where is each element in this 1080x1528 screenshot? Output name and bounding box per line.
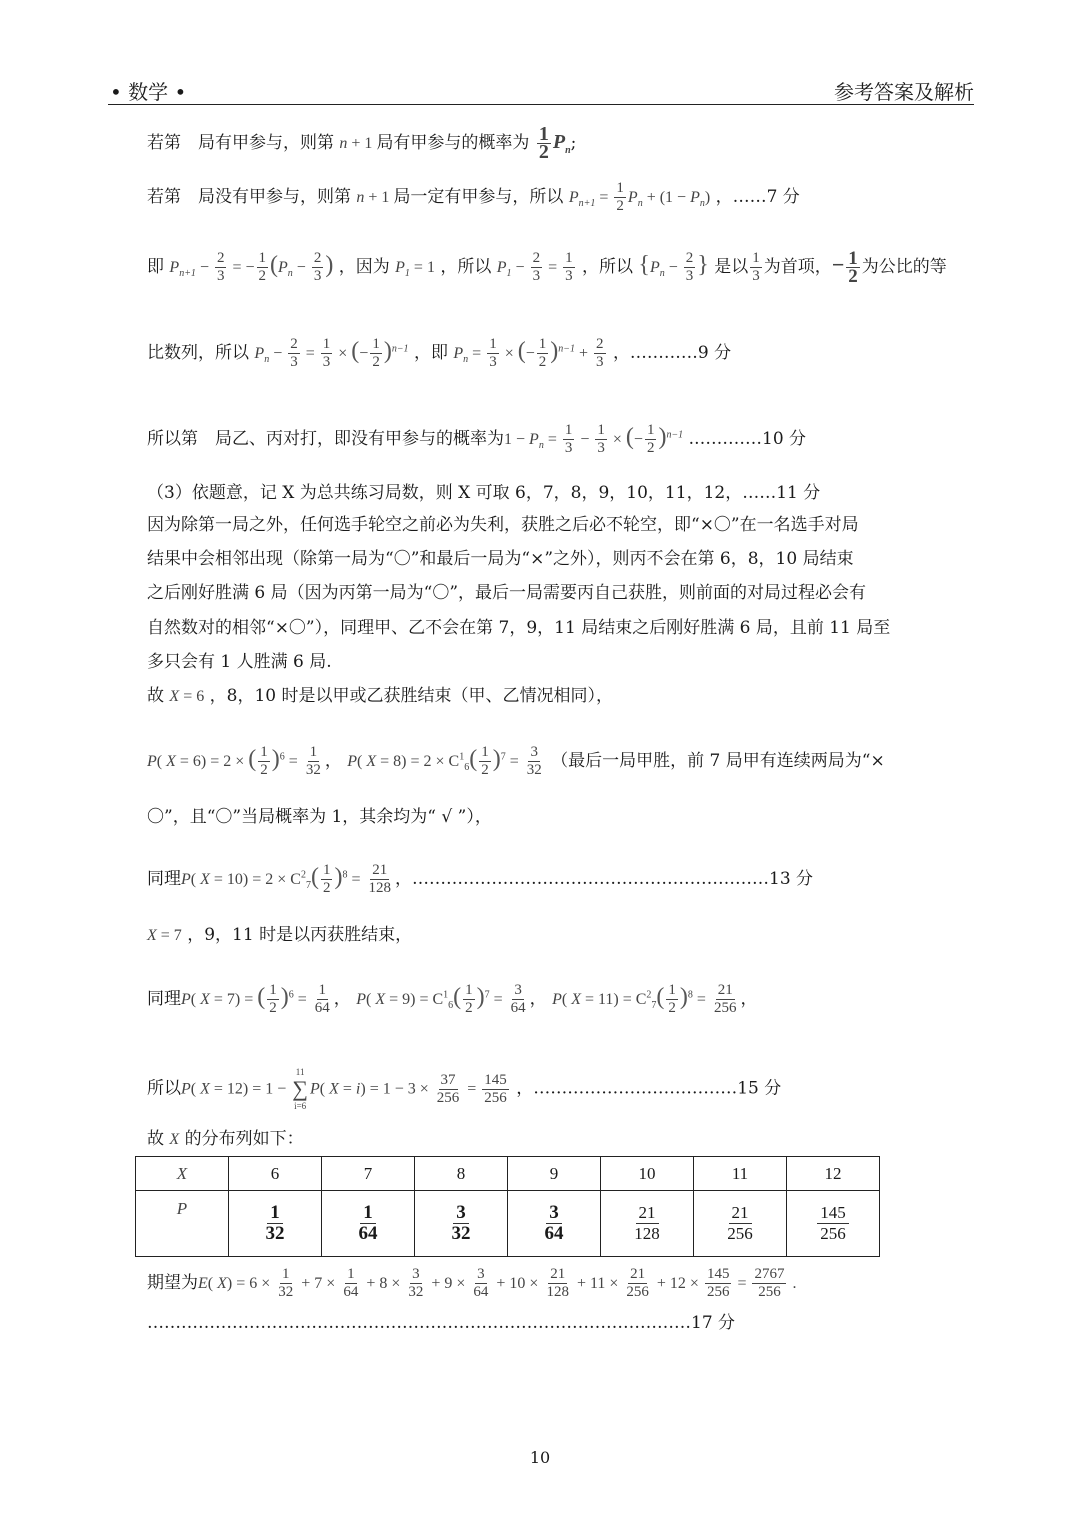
math: $\frac{2}{3}$ <box>313 250 322 284</box>
line-10 <box>147 862 813 897</box>
numerator: 3 <box>453 1203 469 1224</box>
math: ( <box>190 991 201 1008</box>
text: ，所以 <box>440 257 492 277</box>
header-title: 参考答案及解析 <box>834 80 974 104</box>
math: $\frac{3}{32}$ <box>526 744 542 778</box>
text: 所以第 局乙、丙对打，即没有甲参与的概率为 <box>147 429 504 449</box>
math: 1 − <box>504 431 530 448</box>
math: − <box>359 345 369 362</box>
math: P <box>347 753 358 770</box>
paragraph-line: 自然数对的相邻“×〇”），同理甲、乙不会在第 7，9，11 局结束之后刚好胜满 6 局，且前 11 局至 <box>147 618 891 638</box>
table-cell: 12 <box>787 1157 880 1191</box>
math: = <box>293 991 311 1008</box>
line-4 <box>147 336 731 371</box>
text: ，9，11 时是以丙获胜结束， <box>187 925 413 945</box>
denominator: 256 <box>820 1224 846 1243</box>
math: × <box>608 431 626 448</box>
math: $\frac{21}{256}$ <box>626 1266 649 1300</box>
math: ) <box>325 252 334 278</box>
math: X <box>169 1131 180 1148</box>
numerator: 1 <box>267 1203 283 1224</box>
math: ) = 1 − 3 × <box>360 1080 433 1098</box>
math: $\frac{21}{128}$ <box>546 1266 569 1300</box>
math: $P_n$ <box>453 345 469 366</box>
math: = 12) = 1 − <box>209 1080 291 1098</box>
math: ) <box>271 746 280 772</box>
math: $\frac{37}{256}$ <box>436 1071 460 1106</box>
math: $\frac{1}{3}$ <box>489 336 497 370</box>
math: ) <box>679 984 688 1010</box>
math: ( <box>190 871 201 888</box>
math: $P_n$ <box>278 259 293 280</box>
math: $\frac{1}{2}$ <box>322 862 331 896</box>
math: P <box>356 991 366 1008</box>
math: $\frac{145}{256}$ <box>706 1266 730 1300</box>
math: = $10) = 2 \times C^2_7$ <box>209 869 311 892</box>
math: − <box>664 259 682 276</box>
text: （最后一局甲胜，前 7 局甲有连续两局为“× <box>551 751 885 771</box>
math: − <box>269 345 287 362</box>
math: $\frac{1}{2}$ <box>372 336 380 370</box>
math: = 6) = 2 × <box>175 753 249 770</box>
text: 是以 <box>714 257 749 277</box>
text: 局有甲参与的概率为 <box>376 133 530 153</box>
math: P <box>552 991 562 1008</box>
line-1 <box>147 123 577 163</box>
score: ，………………………………………………………13 分 <box>395 869 814 889</box>
score: ，……7 分 <box>715 187 800 207</box>
math: + 12 × <box>652 1275 703 1292</box>
text: 同理 <box>147 989 181 1009</box>
math: $\frac{1}{2}$ <box>538 123 549 163</box>
line-5 <box>147 422 806 457</box>
table-header-p: P <box>136 1191 229 1257</box>
text: 同理 <box>147 869 181 889</box>
math: $P_n$ <box>690 189 705 210</box>
denominator: 128 <box>634 1224 660 1243</box>
math: $\frac{1}{2}$ <box>646 422 655 456</box>
math: − <box>633 431 643 448</box>
math: $P_n$ <box>529 431 544 452</box>
math: ( <box>625 424 634 450</box>
line-15 <box>147 1266 796 1301</box>
table-cell: 9 <box>508 1157 601 1191</box>
math: ) <box>550 338 559 364</box>
math: $\frac{1}{3}$ <box>322 336 331 370</box>
math: 11 ∑ i=6 <box>292 1067 308 1111</box>
math: = <box>544 259 562 276</box>
score: ，………………………………15 分 <box>516 1078 782 1099</box>
text: ， <box>529 989 547 1009</box>
table-row <box>136 1157 880 1191</box>
line-6: （3）依题意，记 X 为总共练习局数，则 X 可取 6，7，8，9，10，11，12，……11 分 <box>147 483 821 503</box>
math: = <box>338 1080 356 1098</box>
math: n−1 <box>391 343 409 355</box>
numerator: 1 <box>360 1203 376 1224</box>
math: ) = 6 × <box>226 1275 275 1292</box>
text: 比数列，所以 <box>147 343 249 363</box>
table-row <box>136 1191 880 1257</box>
text: ， <box>324 751 342 771</box>
math: = 1 <box>409 259 435 276</box>
text: 若第 局有甲参与，则第 <box>147 133 334 153</box>
math: n−1 <box>558 343 575 355</box>
math: $\frac{1}{2}$ <box>848 248 858 287</box>
header-subject: • 数学 • <box>110 80 187 104</box>
math: = 6 <box>179 688 205 705</box>
score: .…………10 分 <box>688 429 807 449</box>
math: 8 <box>687 989 693 1001</box>
math: ( <box>517 338 526 364</box>
text: ， <box>740 989 758 1009</box>
math: − <box>195 259 213 276</box>
math: $\frac{1}{2}$ <box>465 982 473 1016</box>
math: ) <box>658 424 667 450</box>
math: = <box>543 431 561 448</box>
line-13 <box>147 1066 781 1112</box>
math: P <box>181 1080 191 1098</box>
math: X <box>166 753 176 770</box>
math: ( <box>469 746 478 772</box>
math: $\frac{2}{3}$ <box>685 250 694 284</box>
numerator: 21 <box>729 1203 752 1224</box>
math: $P_{n+1}$ <box>169 259 196 280</box>
math: + 9 × <box>427 1275 470 1292</box>
denominator: 64 <box>358 1223 378 1244</box>
math: $\frac{145}{256}$ <box>484 1071 507 1106</box>
math: = <box>505 753 523 770</box>
math: ) <box>334 864 343 890</box>
math: P <box>309 1080 320 1098</box>
math: $P_n$ <box>552 131 571 156</box>
math: X <box>571 991 581 1008</box>
math: n <box>356 189 365 206</box>
text: 所以 <box>147 1078 181 1099</box>
text: 的分布列如下： <box>184 1129 304 1149</box>
math: P <box>147 753 157 770</box>
text: ，因为 <box>338 257 390 277</box>
table-cell <box>508 1191 601 1257</box>
math: = − <box>228 259 255 276</box>
math: ( <box>190 1080 201 1098</box>
page-number: 10 <box>529 1448 551 1467</box>
line-14 <box>147 1128 304 1151</box>
table-header-x: X <box>136 1157 229 1191</box>
math: − <box>576 431 594 448</box>
math: 7 <box>500 751 506 763</box>
math: ( <box>357 753 367 770</box>
math: = <box>595 189 613 206</box>
text: ，8，10 时是以甲或乙获胜结束（甲、乙情况相同）， <box>209 686 613 706</box>
math: $\frac{2}{3}$ <box>532 250 541 284</box>
math: P <box>181 871 191 888</box>
math: ( <box>310 864 319 890</box>
table-cell: 7 <box>322 1157 415 1191</box>
math: 8 <box>342 869 348 881</box>
math: X <box>200 991 210 1008</box>
math: ( <box>257 984 266 1010</box>
table-cell: 11 <box>694 1157 787 1191</box>
math: − <box>511 259 529 276</box>
denominator: 32 <box>265 1223 285 1244</box>
math: × <box>500 345 518 362</box>
math: 7 <box>484 989 490 1001</box>
math: $\frac{1}{64}$ <box>343 1266 359 1300</box>
text: 故 <box>147 1129 164 1149</box>
math: $P_1$ <box>496 259 512 280</box>
numerator: 3 <box>546 1203 562 1224</box>
paragraph-line: 多只会有 1 人胜满 6 局. <box>147 652 332 672</box>
math: $\frac{1}{3}$ <box>565 250 573 284</box>
math: $\frac{3}{64}$ <box>510 982 526 1016</box>
paragraph-line: 之后刚好胜满 6 局（因为丙第一局为“〇”，最后一局需要丙自己获胜，则前面的对局过程必会有 <box>147 583 867 603</box>
math: X <box>169 688 180 705</box>
header-rule <box>108 104 974 105</box>
line-12 <box>147 982 757 1017</box>
text: 故 <box>147 686 164 706</box>
math: ( <box>656 984 665 1010</box>
table-cell: 8 <box>415 1157 508 1191</box>
numerator: 145 <box>817 1203 849 1224</box>
score: ，…………9 分 <box>612 343 732 363</box>
math: $P_n$ <box>627 189 643 210</box>
math: $\frac{1}{2}$ <box>481 744 489 778</box>
table-cell <box>229 1191 322 1257</box>
math: ) <box>383 338 392 364</box>
math: $\frac{1}{3}$ <box>564 422 573 456</box>
math: 6 <box>279 751 285 763</box>
math: $\frac{1}{2}$ <box>538 336 547 370</box>
math: ) <box>476 984 485 1010</box>
math: + 7 × <box>297 1275 340 1292</box>
math: $\frac{2767}{256}$ <box>754 1266 785 1300</box>
math: = $11) = C^2_7$ <box>580 989 657 1012</box>
line-8 <box>147 744 885 779</box>
math: ) <box>280 984 289 1010</box>
text: 为首项， <box>763 257 832 277</box>
math: $\frac{1}{2}$ <box>668 982 676 1016</box>
math: $\frac{1}{64}$ <box>314 982 330 1016</box>
math: = <box>347 871 365 888</box>
math: = <box>468 345 486 362</box>
text: 局一定有甲参与，所以 <box>393 187 564 207</box>
math: $\frac{2}{3}$ <box>216 250 225 284</box>
math: + (1 − <box>642 189 691 206</box>
math: X <box>217 1275 227 1292</box>
math: X <box>200 1080 210 1098</box>
table-cell <box>415 1191 508 1257</box>
math: E <box>198 1275 208 1292</box>
table-cell: 10 <box>601 1157 694 1191</box>
math: i <box>355 1080 361 1098</box>
denominator: 32 <box>451 1223 471 1244</box>
denominator: 64 <box>544 1223 564 1244</box>
math: + 11 × <box>572 1275 623 1292</box>
math: $\frac{1}{2}$ <box>269 982 277 1016</box>
math: X <box>200 871 210 888</box>
table-cell <box>322 1191 415 1257</box>
math: = <box>301 345 319 362</box>
math: $\frac{21}{128}$ <box>368 862 391 896</box>
math: ( <box>561 991 572 1008</box>
math: $\frac{21}{256}$ <box>713 982 737 1016</box>
math: X <box>366 753 377 770</box>
math: + 1 <box>347 135 377 152</box>
math: P <box>181 991 191 1008</box>
text: ， <box>333 989 351 1009</box>
math: n <box>339 135 348 152</box>
math: + 8 × <box>362 1275 405 1292</box>
math: X <box>329 1080 339 1098</box>
math: + 1 <box>364 189 394 206</box>
math: $\frac{1}{2}$ <box>260 744 268 778</box>
distribution-table <box>135 1156 880 1257</box>
math: = $8) = 2 \times C^1_6$ <box>376 751 470 774</box>
math: $\frac{1}{3}$ <box>752 250 760 284</box>
math: X <box>375 991 386 1008</box>
numerator: 21 <box>636 1203 659 1224</box>
math: $P_n$ <box>649 259 665 280</box>
text: 若第 局没有甲参与，则第 <box>147 187 351 207</box>
math: $\frac{2}{3}$ <box>596 336 604 370</box>
math: = <box>692 991 710 1008</box>
math: X <box>147 927 157 944</box>
math: ( <box>156 753 167 770</box>
text: ，所以 <box>582 257 634 277</box>
math: 6 <box>288 989 294 1001</box>
table-cell <box>601 1191 694 1257</box>
math: $\frac{3}{32}$ <box>408 1266 424 1300</box>
math: ( <box>319 1080 330 1098</box>
text: 期望为 <box>147 1273 198 1293</box>
math: = $9) = C^1_6$ <box>385 989 454 1012</box>
table-cell: 6 <box>229 1157 322 1191</box>
math: $\frac{1}{32}$ <box>278 1266 294 1300</box>
table-cell <box>694 1191 787 1257</box>
text: ，即 <box>413 343 448 363</box>
math: = <box>733 1275 751 1292</box>
paragraph-line: 因为除第一局之外，任何选手轮空之前必为失利，获胜之后必不轮空，即“×〇”在一名选手对局 <box>147 515 859 535</box>
math: $P_{n+1}$ <box>568 189 596 210</box>
math: ) <box>704 189 711 206</box>
math: ( <box>207 1275 218 1292</box>
math: − <box>292 259 310 276</box>
line-2 <box>147 180 800 215</box>
math: + 10 × <box>492 1275 543 1292</box>
math: ( <box>248 746 257 772</box>
math: $\frac{1}{32}$ <box>305 744 321 778</box>
math: . <box>788 1275 797 1292</box>
math: = 7 <box>156 927 182 944</box>
line-11 <box>147 924 412 947</box>
math: = <box>489 991 507 1008</box>
line-3 <box>147 250 947 285</box>
line-16: ……………………………………………………………………………………17 分 <box>147 1313 736 1333</box>
line-7 <box>147 685 613 708</box>
math: { <box>638 252 650 278</box>
text: 即 <box>147 257 164 277</box>
denominator: 256 <box>727 1224 753 1243</box>
math: ( <box>453 984 462 1010</box>
math: $\frac{1}{2}$ <box>258 250 267 284</box>
math: = 7) = <box>209 991 258 1008</box>
math: $P_n$ <box>254 345 270 366</box>
math: ) <box>492 746 501 772</box>
math: $\frac{3}{64}$ <box>473 1266 489 1300</box>
math: − <box>831 252 845 277</box>
math: ( <box>270 252 279 278</box>
math: = <box>463 1080 481 1098</box>
math: + <box>575 345 593 362</box>
table-cell <box>787 1191 880 1257</box>
math: − <box>525 345 535 362</box>
line-9: 〇”，且“〇”当局概率为 1，其余均为“ √ ”）， <box>147 807 492 827</box>
text: 为公比的等 <box>861 257 947 277</box>
math: n−1 <box>666 429 684 441</box>
text: ; <box>570 133 577 153</box>
math: $\frac{1}{2}$ <box>616 180 624 214</box>
math: ( <box>351 338 360 364</box>
math: $P_1$ <box>395 259 410 280</box>
math: $\frac{2}{3}$ <box>290 336 298 370</box>
math: = <box>284 753 302 770</box>
math: $\frac{1}{3}$ <box>597 422 605 456</box>
math: × <box>334 345 352 362</box>
math: ( <box>365 991 376 1008</box>
paragraph-line: 结果中会相邻出现（除第一局为“〇”和最后一局为“×”之外），则丙不会在第 6，8，10 局结束 <box>147 549 854 569</box>
math: } <box>697 252 709 278</box>
